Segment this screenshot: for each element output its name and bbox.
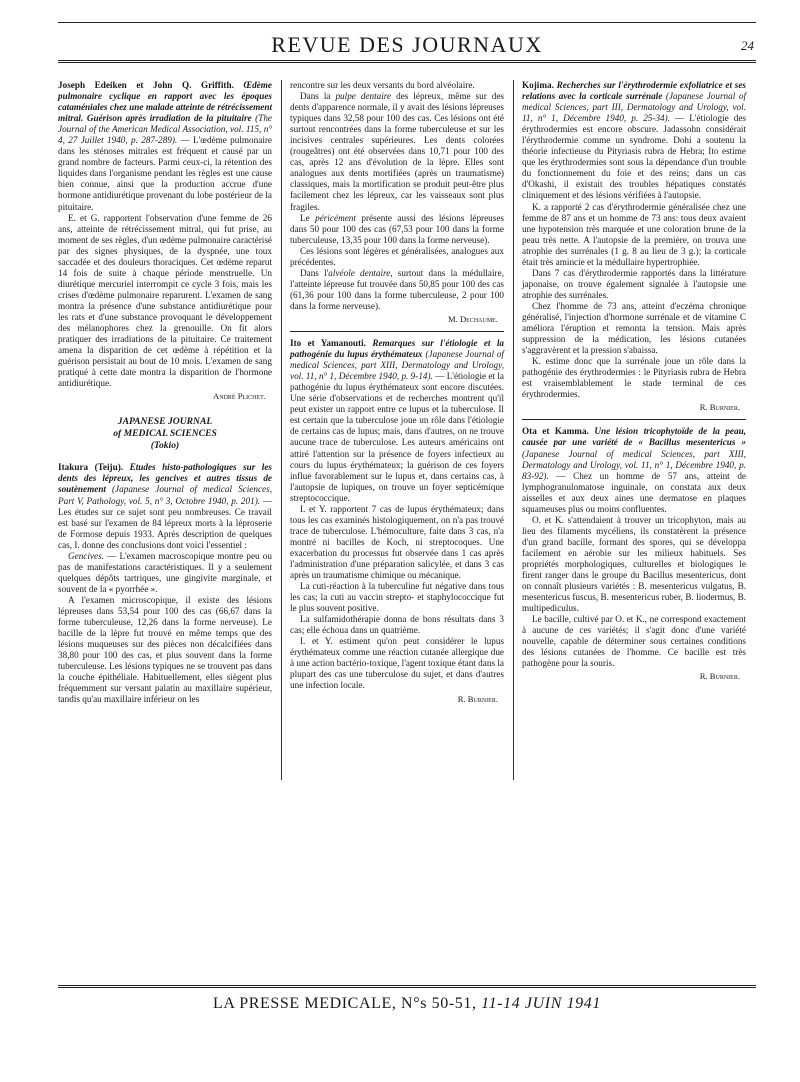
article-authors: Ota et Kamma.	[522, 426, 589, 437]
footer-publication: LA PRESSE MEDICALE, N°s 50-51,	[213, 995, 477, 1012]
article-separator	[290, 331, 504, 332]
journal-heading-line: of MEDICAL SCIENCES	[113, 428, 217, 440]
footer-date: 11-14 JUIN 1941	[481, 995, 601, 1012]
article-paragraph: Le bacille, cultivé par O. et K., ne correspond exactement à aucune de ces variétés; il s'agit donc d'une variété nouvelle, capable de déterminer sous certaines conditions des lésions cutanées de l'homme. Ce bacille est très pathogène pour la souris.	[522, 614, 746, 669]
article-signature: R. Burnier.	[699, 402, 740, 413]
article-text: — L'examen macroscopique montre peu ou pas de manifestations caractéristiques. Il y a seulement quelques dépôts tartriques, une gingivite marginale, et souvent de la « pyorrhée ».	[58, 550, 272, 594]
article-title: Œdème pulmonaire cyclique en rapport avec les époques cataméniales chez une malade atteinte de rétrécissement mitral. Guérison après irradiation de la pituitaire	[58, 80, 272, 124]
column-1	[58, 80, 272, 705]
article-paragraph: A l'examen microscopique, il existe des lésions lépreuses dans 53,54 pour 100 des cas (66,67 dans la forme tuberculeuse, 12,26 dans la forme nerveuse). Le bacille de la lèpre fut trouvé en même temps que des lésions muqueuses sur des pièces non décalcifiées dans 38,80 pour 100 des cas, et plus souvent dans la forme tuberculeuse. Les lésions typiques ne se trouvent pas dans la couche épithéliale. Habituellement, elles siègent plus fréquemment sur versant palatin au maxillaire supérieur, tandis qu'au maxillaire inférieur on les	[58, 594, 272, 705]
header-top-rule	[58, 22, 756, 23]
article-text: des lépreux, même sur des dents d'apparence normale, il y avait des lésions lépreuses typiques dans 32,58 pour 100 des cas. Ces lésions ont été surtout rencontrées dans la forme tuberculeuse et sur les incisives centrales supérieures. Les dents colorées (rougeâtres) ont été observées dans 10,71 pour 100 des cas, après 12 ans d'évolution de la lèpre. Elles sont analogues aux dents mortifiées (après un traumatisme) classiques, mais la mortification se produit peut-être plus facilement chez les lépreux, car les vaisseaux sont plus fragiles.	[290, 91, 504, 212]
article-signature: M. Dechaume.	[448, 313, 498, 324]
article-paragraph: E. et G. rapportent l'observation d'une femme de 26 ans, atteinte de rétrécissement mitral, qui fut prise, au moment de ses règles, d'un œdème pulmonaire caractérisé par des signes physiques, de la dyspnée, une toux saccadée et des douleurs thoraciques. Cet œdème reparut 14 fois de suite à chaque période menstruelle. Un diurétique mercuriel interrompit ce cycle 3 fois, mais les crises d'œdème pulmonaire reparurent. L'examen de sang montra la présence d'une substance antidiurétique pour les rats et d'une substance provoquant le développement des mélanophores chez la grenouille. On fit alors pratiquer des irradiations de la pituitaire. Ce traitement amena la disparition de cet œdème à répétition et la guérison persistait au bout de 10 mois. L'examen de sang pratiqué à cette date montra la disparition de l'hormone antidiurétique.	[58, 212, 272, 389]
article-itakura-continued	[290, 80, 504, 325]
article-paragraph: K. a rapporté 2 cas d'érythrodermie généralisée chez une femme de 87 ans et un homme de 73 ans: tous deux avaient une hypotension très marquée et une coloration brune de la peau très nette. A l'autopsie de la première, on trouva une atrophie des surrénales (1 g. 8 au lieu de 3 g.); la corticale était très amincie et la médullaire hypertrophiée.	[522, 201, 746, 267]
journal-heading-line: JAPANESE JOURNAL	[117, 416, 213, 428]
article-paragraph: K. estime donc que la surrénale joue un rôle dans la pathogénie des érythrodermies : le Pityriasis rubra de Hebra est vraisemblablement le stade terminal de ces érythrodermies.	[522, 356, 746, 400]
article-authors: Ito et Yamanouti.	[290, 338, 366, 349]
article-text: — L'étiologie des érythrodermies est encore obscure. Jadassohn considérait l'érythrodermie comme un syndrome. Dohi a soutenu la théorie infectieuse du Pityriasis rubra de Hebra; Ito estime que les érythrodermies sont sous la dépendance d'un trouble du fonctionnement du foie et des reins; dans un cas d'Okashi, il existait des troubles hépatiques constatés cliniquement et des lésions vérifiées à l'autopsie.	[522, 113, 746, 201]
article-text: Dans la	[300, 91, 331, 102]
article-paragraph: Chez l'homme de 73 ans, atteint d'eczéma chronique généralisé, l'injection d'hormone surrénale et de vitamine C améliora l'éruption et remonta la tension. Mais après suppression de la médication, les lésions cutanées s'aggravèrent et la pression s'abaissa.	[522, 300, 746, 356]
article-paragraph: rencontre sur les deux versants du bord alvéolaire.	[290, 80, 475, 90]
header-bottom-rule	[58, 60, 756, 63]
article-ota	[522, 426, 746, 682]
article-text: Dans l'	[300, 267, 329, 278]
article-authors: Kojima.	[522, 80, 554, 90]
article-signature: R. Burnier.	[457, 693, 498, 704]
article-ito	[290, 338, 504, 705]
page-title: REVUE DES JOURNAUX	[271, 32, 543, 57]
column-3	[522, 80, 746, 682]
article-text: — Les études sur ce sujet sont peu nombreuses. Ce travail est basé sur l'examen de 84 lépreux morts à la léproserie de Formose depuis 1933. Après description de quelques cas, I. donne des conclusions dont voici l'essentiel :	[58, 495, 272, 550]
journal-heading	[58, 416, 272, 452]
article-kojima	[522, 80, 746, 413]
article-reference: (Japanese Journal of medical Sciences, Part V, Pathology, vol. 5, n° 3, Octobre 1940, p. 201).	[58, 484, 273, 506]
page-footer	[58, 995, 756, 1013]
article-text: — L'étiologie et la pathogénie du lupus érythémateux sont encore discutées. Une série d'observations et de recherches montrent qu'il peut exister un rapport entre ce lupus et la tuberculose. Il est certain que la tuberculose joue un rôle dans l'étiologie de certains cas de lupus; mais, dans d'autres, on ne trouve aucune trace de tuberculose. Les auteurs américains ont attiré l'attention sur la présence de foyers infectieux au cours du lupus érythémateux; la guérison de ces foyers influe favorablement sur le lupus et, dans certains cas, à l'autopsie de lupiques, on trouve un foyer septicémique streptococcique.	[290, 371, 504, 503]
footer-rule	[58, 985, 756, 988]
article-text: Le	[300, 212, 310, 223]
article-reference: (Japanese Journal of medical Sciences, part III, Dermatology and Urology, vol. 11, n° 1, Décembre 1940, p. 25-34).	[522, 91, 747, 124]
article-edeiken	[58, 80, 272, 402]
article-signature: André Plichet.	[213, 391, 266, 402]
article-paragraph: O. et K. s'attendaient à trouver un tricophyton, mais au lieu des filaments mycéliens, ils constatèrent la présence d'un grand bacille, formant des spores, qui se développa facilement en aérobie sur les milieux habituels. Ses propriétés morphologiques, culturelles et biologiques le firent ranger dans le groupe du Bacillus mesentericus, dont on connaît plusieurs variétés : B. mesentericus vulgatus, B. mesentericus fuscus, B. mesentericus ruber, B. liodermus, B. multipediculus.	[522, 514, 746, 614]
article-text: — Chez un homme de 57 ans, atteint de lymphogranulomatose inguinale, on constata aux deux aisselles et aux deux aines une dermatose en plaques squameuses plus ou moins confluentes.	[522, 470, 746, 514]
article-paragraph: La sulfamidothérapie donna de bons résultats dans 3 cas; elle échoua dans un quatrième.	[290, 614, 504, 636]
article-authors: Itakura (Teiju).	[58, 462, 124, 473]
column-divider-2	[513, 80, 514, 780]
article-itakura	[58, 462, 272, 705]
article-title: Etudes histo-pathologiques sur les dents des lépreux, les gencives et autres tissus de soutènement	[58, 462, 272, 495]
article-text: présente aussi des lésions lépreuses dans 50 pour 100 des cas (67,53 pour 100 dans la forme tuberculeuse, 13,35 pour 100 dans la forme nerveuse).	[290, 212, 504, 245]
article-reference: (The Journal of the American Medical Association, vol. 115, n° 4, 27 Juillet 1940, p. 287-289).	[58, 113, 273, 146]
article-paragraph: La cuti-réaction à la tuberculine fut négative dans tous les cas; la cuti au vaccin strepto- et staphylococcique fut le plus souvent positive.	[290, 581, 504, 614]
article-reference: (Japanese Journal of medical Sciences, part XIII, Dermatology and Urology, vol. 11, n° 1, Décembre 1940, p. 83-92).	[522, 448, 746, 481]
article-authors: Joseph Edeiken et John Q. Griffith.	[58, 80, 234, 90]
column-divider-1	[281, 80, 282, 780]
article-title: Une lésion tricophytoïde de la peau, causée par une variété de « Bacillus mesentericus »	[522, 426, 747, 448]
article-paragraph: I. et Y. rapportent 7 cas de lupus érythémateux; dans tous les cas examinés histologiquement, on n'a pas trouvé trace de tuberculose. L'hémoculture, faite dans 3 cas, n'a montré ni bacilles de Koch, ni streptocoques. Une exacerbation du processus fut observée dans 1 cas après l'administration d'une préparation salicylée, et dans 3 cas après un traumatisme chimique ou mécanique.	[290, 503, 504, 581]
article-title: Remarques sur l'étiologie et la pathogénie du lupus érythémateux	[290, 338, 504, 360]
article-text: — L'œdème pulmonaire dans les sténoses mitrales est fréquent et causé par un grand nombre de facteurs. Parmi ceux-ci, la rétention des liquides dans l'organisme pendant les règles est une cause bien connue, ainsi que la production accrue d'une hormone antidiurétique provenant du lobe postérieur de la pituitaire.	[58, 135, 273, 212]
article-paragraph: I. et Y. estiment qu'on peut considérer le lupus érythémateux comme une réaction cutanée allergique due à une action bactério-toxique, l'agent toxique étant dans la plupart des cas une tuberculose du sujet, et dans d'autres une infection locale.	[290, 636, 504, 691]
journal-heading-line: (Tokio)	[150, 440, 180, 452]
page-number: 24	[741, 38, 754, 53]
section-lead: Gencives.	[68, 550, 104, 561]
article-separator	[522, 419, 746, 420]
article-title: Recherches sur l'érythrodermie exfoliatrice et ses relations avec la corticale surrénale	[522, 80, 747, 102]
article-paragraph: Dans 7 cas d'érythrodermie rapportés dans la littérature japonaise, on trouve également signalée à l'autopsie une atrophie des surrénales.	[522, 267, 746, 300]
article-term: alvéole dentaire	[328, 267, 391, 278]
article-term: pulpe dentaire	[335, 91, 392, 102]
article-reference: (Japanese Journal of medical Sciences, part XIII, Dermatology and Urology, vol. 11, n° 1, Décembre 1940, p. 9-14).	[290, 349, 504, 382]
column-2	[290, 80, 504, 705]
article-text: , surtout dans la médullaire, l'atteinte lépreuse fut trouvée dans 50,85 pour 100 des cas (61,36 pour 100 dans la forme tuberculeuse, 2 pour 100 dans la forme nerveuse).	[290, 267, 504, 311]
article-paragraph: Ces lésions sont légères et généralisées, analogues aux précédentes.	[290, 245, 504, 267]
article-signature: R. Burnier.	[699, 671, 740, 682]
article-term: péricément	[315, 212, 356, 223]
